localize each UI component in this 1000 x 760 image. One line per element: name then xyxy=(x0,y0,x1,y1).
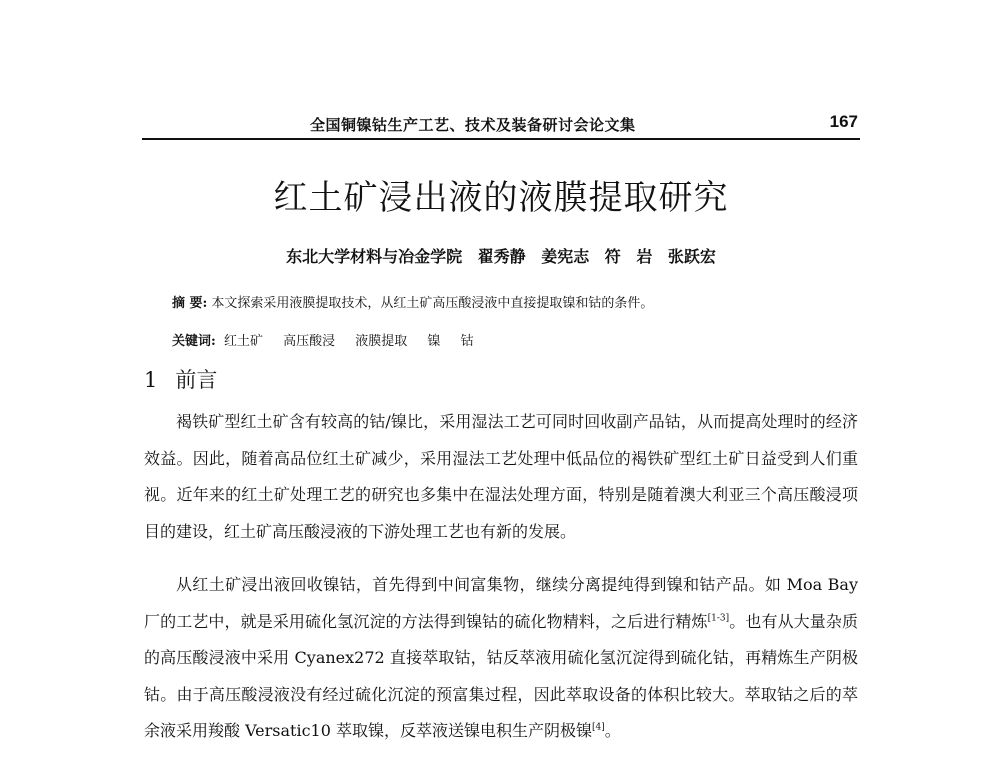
section-number: 1 xyxy=(144,368,158,392)
paragraph-text: 。也有从大量杂质的高压酸浸液中采用 Cyanex272 直接萃取钴，钴反萃液用硫化氢沉淀得到硫化钴，再精炼生产阴极钴。由于高压酸浸液没有经过硫化沉淀的预富集过程，因此萃取设备的体积比较大。萃取钴之后的萃余液采用羧酸 Versatic10 萃取镍，反萃液送镍电积生产阴极镍 xyxy=(144,611,858,740)
keywords xyxy=(172,330,490,349)
keyword-item: 钴 xyxy=(460,334,474,349)
keywords-label: 关键词: xyxy=(172,334,216,349)
keyword-item: 液膜提取 xyxy=(355,334,408,349)
running-header xyxy=(142,112,860,140)
keyword-item: 镍 xyxy=(427,334,441,349)
abstract xyxy=(172,292,653,311)
section-title: 前言 xyxy=(175,368,218,392)
body-paragraph-1: 褐铁矿型红土矿含有较高的钴/镍比，采用湿法工艺可同时回收副产品钴，从而提高处理时的经济效益。因此，随着高品位红土矿减少，采用湿法工艺处理中低品位的褐铁矿型红土矿日益受到人们重视。近年来的红土矿处理工艺的研究也多集中在湿法处理方面，特别是随着澳大利亚三个高压酸浸项目的建设，红土矿高压酸浸液的下游处理工艺也有新的发展。 xyxy=(144,412,858,541)
citation-ref: [4] xyxy=(592,722,605,733)
paragraph-text: 从红土矿浸出液回收镍钴，首先得到中间富集物，继续分离提纯得到镍和钴产品。如 Moa Bay 厂的工艺中，就是采用硫化氢沉淀的方法得到镍钴的硫化物精料，之后进行精炼 xyxy=(144,575,858,631)
section-heading xyxy=(144,364,217,394)
author-line: 东北大学材料与冶金学院 翟秀静 姜宪志 符 岩 张跃宏 xyxy=(286,247,716,266)
body-paragraph-2 xyxy=(144,567,858,750)
paragraph-text: 。 xyxy=(604,721,621,740)
abstract-label: 摘 要: xyxy=(172,296,208,311)
journal-title: 全国铜镍钴生产工艺、技术及装备研讨会论文集 xyxy=(310,116,636,134)
keyword-item: 高压酸浸 xyxy=(283,334,336,349)
keyword-item: 红土矿 xyxy=(223,334,263,349)
abstract-text: 本文探索采用液膜提取技术，从红土矿高压酸浸液中直接提取镍和钴的条件。 xyxy=(211,296,654,311)
paper-title: 红土矿浸出液的液膜提取研究 xyxy=(273,178,729,218)
citation-ref: [1-3] xyxy=(707,613,730,624)
page-number: 167 xyxy=(829,112,858,131)
